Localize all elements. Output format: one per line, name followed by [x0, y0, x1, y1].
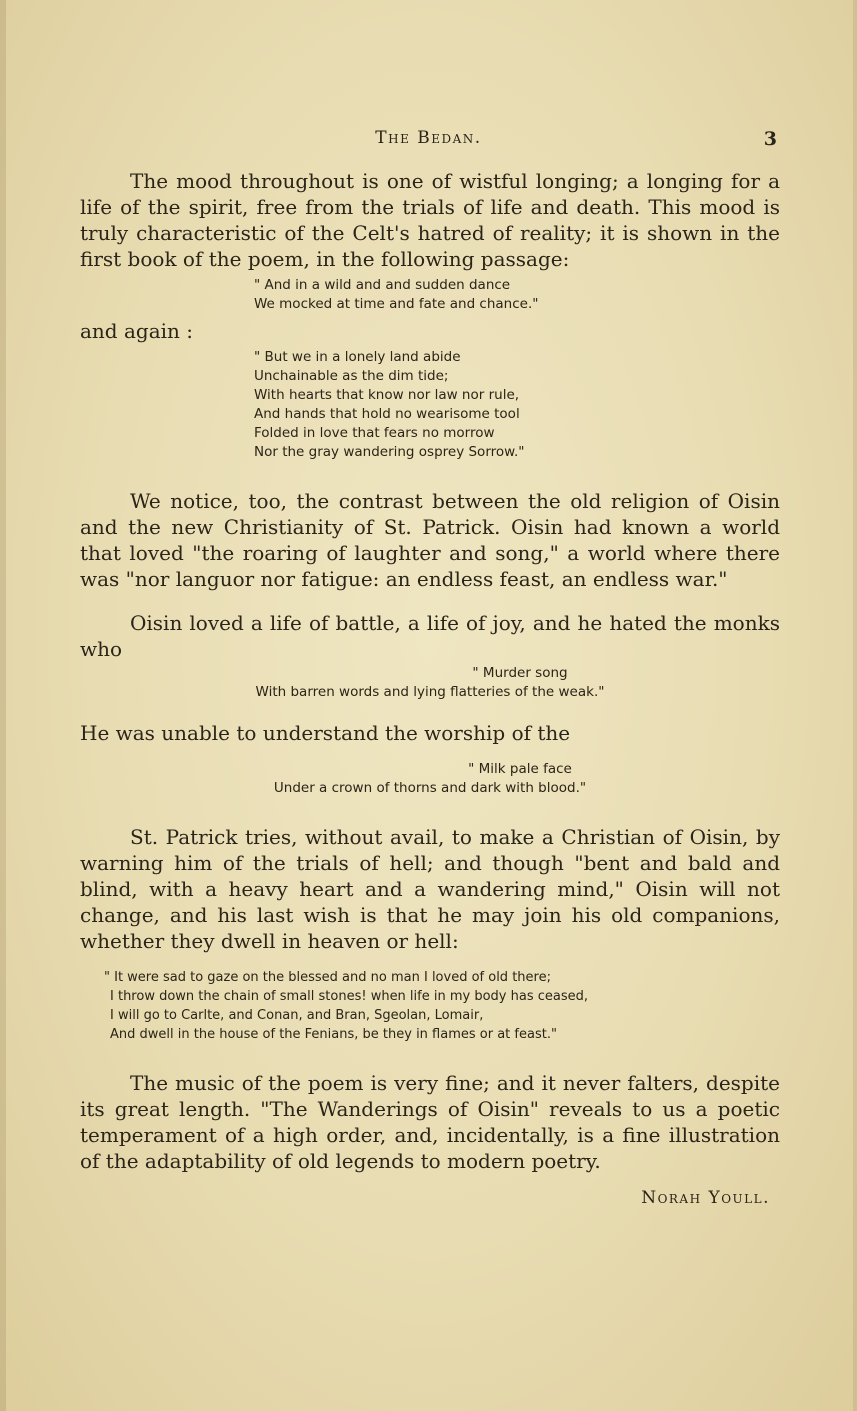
- quote-line: Folded in love that fears no morrow: [254, 425, 495, 441]
- page-number: 3: [763, 128, 777, 150]
- quote-line: " But we in a lonely land abide: [254, 349, 461, 365]
- quote-line: " It were sad to gaze on the blessed and no man I loved of old there;: [104, 970, 551, 985]
- quote-dance: [254, 276, 780, 314]
- quote-milk-pale: [80, 760, 780, 798]
- quote-line: " And in a wild and and sudden dance: [254, 277, 511, 293]
- quote-line: " Murder song: [472, 665, 568, 681]
- paragraph-worship: He was unable to understand the worship of the: [80, 721, 571, 745]
- quote-blessed: [104, 968, 780, 1044]
- quote-line: And dwell in the house of the Fenians, be they in flames or at feast.": [110, 1027, 557, 1042]
- paragraph-music: The music of the poem is very fine; and it never falters, despite its great length. "The Wanderings of Oisin" reveals to us a poetic temperament of a high order, and, incidentally, is a fine illustration of the adaptability of old legends to modern poetry.: [80, 1071, 780, 1173]
- author-signature: Norah Youll.: [641, 1188, 770, 1208]
- paragraph-and-again: and again :: [80, 319, 193, 343]
- paragraph-contrast: We notice, too, the contrast between the old religion of Oisin and the new Christianity of St. Patrick. Oisin had known a world that loved "the roaring of laughter and song," a world where there was "nor languor nor fatigue: an endless feast, an endless war.": [80, 489, 780, 591]
- running-head: The Bedan.: [375, 128, 482, 148]
- page-header: [0, 128, 857, 158]
- quote-line: And hands that hold no wearisome tool: [254, 406, 520, 422]
- quote-line: With hearts that know nor law nor rule,: [254, 387, 520, 403]
- quote-line: Nor the gray wandering osprey Sorrow.": [254, 444, 525, 460]
- quote-line: Unchainable as the dim tide;: [254, 368, 449, 384]
- quote-line: We mocked at time and fate and chance.": [254, 296, 539, 312]
- quote-line: I throw down the chain of small stones! when life in my body has ceased,: [110, 989, 588, 1004]
- paragraph-st-patrick: St. Patrick tries, without avail, to make a Christian of Oisin, by warning him of the trials of hell; and though "bent and bald and blind, with a heavy heart and a wandering mind," Oisin will not change, and his last wish is that he may join his old companions, whether they dwell in heaven or hell:: [80, 825, 780, 953]
- quote-lonely-land: [254, 348, 780, 462]
- paragraph-mood: The mood throughout is one of wistful longing; a longing for a life of the spirit, free from the trials of life and death. This mood is truly characteristic of the Celt's hatred of reality; it is shown in the first book of the poem, in the following passage:: [80, 169, 780, 271]
- quote-line: Under a crown of thorns and dark with blood.": [273, 780, 587, 796]
- paragraph-battle: Oisin loved a life of battle, a life of joy, and he hated the monks who: [80, 611, 780, 661]
- quote-line: " Milk pale face: [468, 761, 572, 777]
- quote-line: With barren words and lying flatteries of the weak.": [255, 684, 605, 700]
- quote-murder-song: [80, 664, 780, 702]
- page-body: [80, 168, 780, 1208]
- quote-line: I will go to Carlte, and Conan, and Bran, Sgeolan, Lomair,: [110, 1008, 484, 1023]
